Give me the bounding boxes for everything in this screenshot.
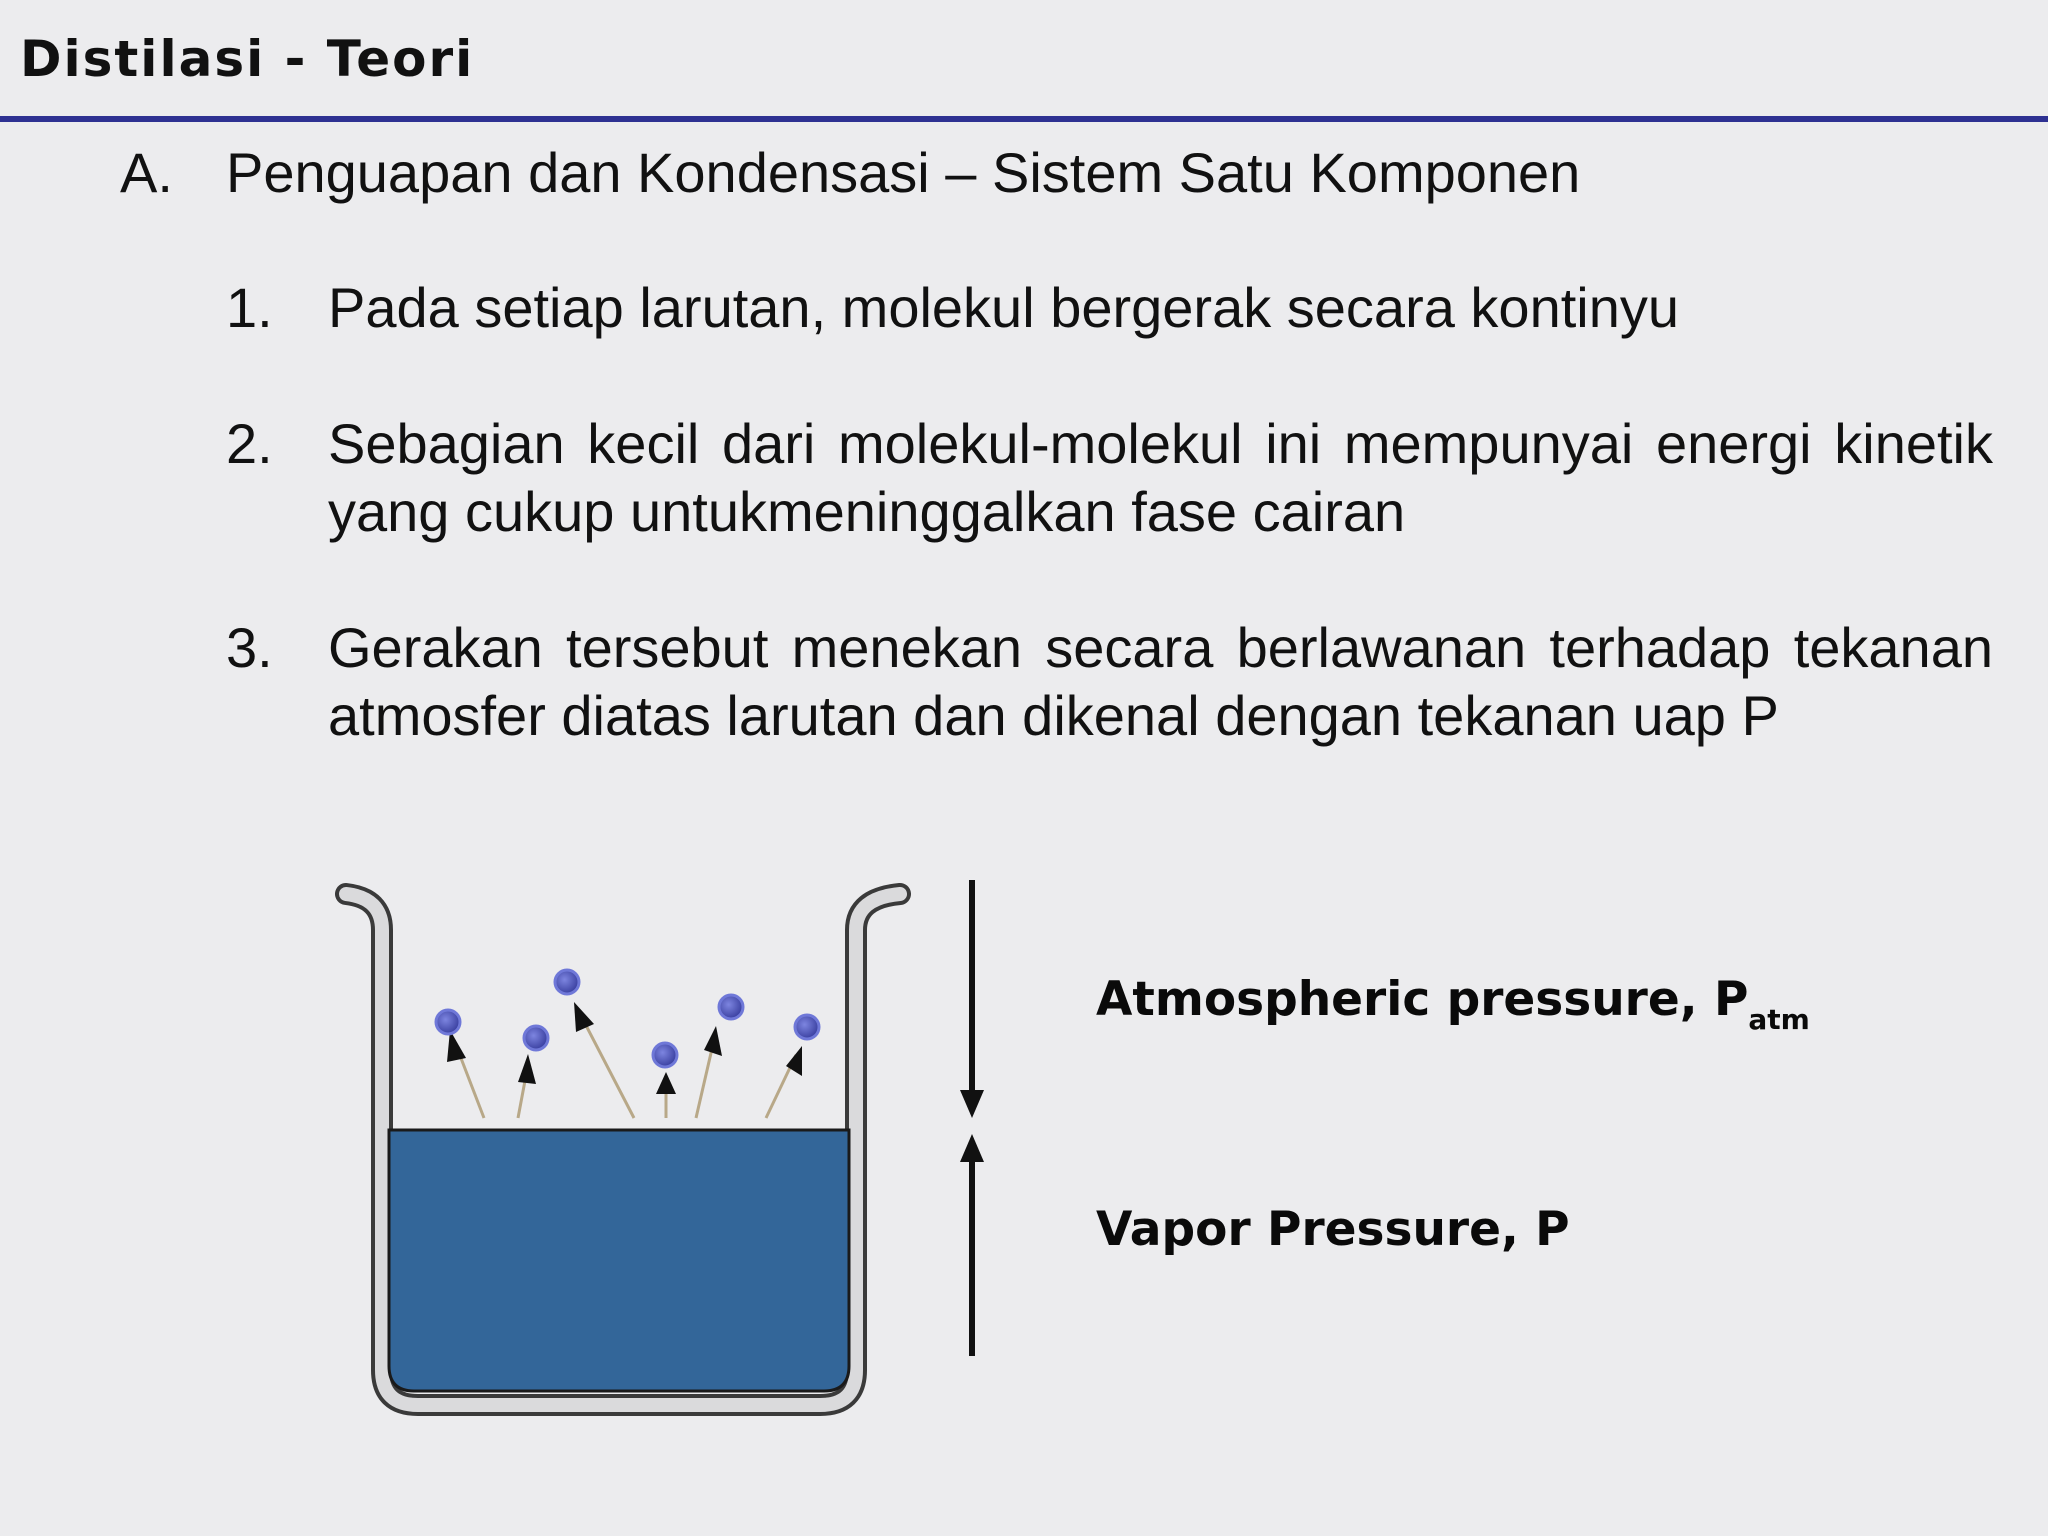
- section-marker: A.: [120, 141, 173, 204]
- atmospheric-pressure-label: Atmospheric pressure, $P_{atm}$: [1096, 972, 1810, 1036]
- section-title: Penguapan dan Kondensasi – Sistem Satu Komponen: [226, 141, 1581, 204]
- molecule: [795, 1015, 819, 1039]
- arrowhead: [656, 1072, 676, 1094]
- molecule: [555, 970, 579, 994]
- list-item-text: Gerakan tersebut menekan secara berlawanan terhadap tekanan atmosfer diatas larutan dan dikenal dengan tekanan uap P: [328, 616, 1993, 747]
- slide-title: Distilasi - Teori: [20, 30, 475, 88]
- list-item-number: 3.: [226, 616, 273, 679]
- list-item-text: Pada setiap larutan, molekul bergerak secara kontinyu: [328, 276, 1679, 339]
- arrowhead: [704, 1026, 722, 1056]
- list-item-number: 2.: [226, 412, 273, 475]
- vapor-pressure-label: Vapor Pressure, P: [1096, 1202, 1570, 1257]
- molecule: [436, 1010, 460, 1034]
- liquid: [389, 1130, 849, 1391]
- arrowhead: [574, 1002, 594, 1032]
- molecule: [653, 1043, 677, 1067]
- molecule: [719, 995, 743, 1019]
- molecule: [524, 1026, 548, 1050]
- list-item-number: 1.: [226, 276, 273, 339]
- arrowhead: [518, 1054, 536, 1084]
- list-item-text: Sebagian kecil dari molekul-molekul ini mempunyai energi kinetik yang cukup untukmeninggalkan fase cairan: [328, 412, 1993, 543]
